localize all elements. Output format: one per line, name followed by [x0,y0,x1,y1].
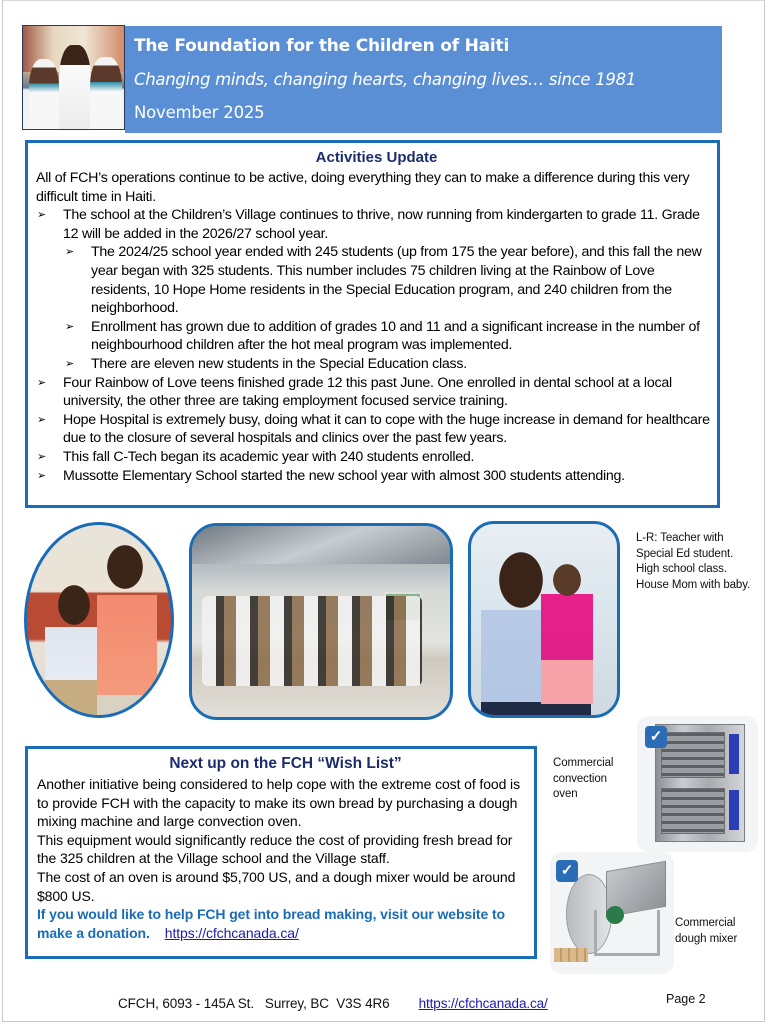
bullet-text: The 2024/25 school year ended with 245 students (up from 175 the year before), and this fall the new year began with 325 students. This number includes 75 children living at the Rainbow of Love residents, 10 Hope Home residents in the Special Education program, and 240 children from the neighborhood. [91,244,702,317]
bullet-text: Mussotte Elementary School started the new school year with almost 300 students attending. [63,467,625,484]
wish-list-box [25,746,537,959]
bullet-text: The school at the Children’s Village continues to thrive, now running from kindergarten to grade 11. Grade 12 will be added in the 2026/27 school year. [63,207,700,242]
checkmark-icon: ✓ [645,726,667,748]
mixer-caption: Commercial dough mixer [675,917,738,945]
activities-intro: All of FCH’s operations continue to be active, doing everything they can to make a difference during this very difficult time in Haiti. [36,170,690,205]
activities-bullet-item [36,448,717,467]
issue-date: November 2025 [134,103,265,122]
footer-website-link[interactable]: https://cfchcanada.ca/ [418,996,548,1011]
donation-call-to-action [37,905,534,943]
activities-bullet-item [36,355,717,374]
photo-high-school-class [189,523,453,720]
arrow-bullet-icon: ➢ [65,357,74,370]
arrow-bullet-icon: ➢ [37,450,46,463]
wishlist-paragraph: The cost of an oven is around $5,700 US, and a dough mixer would be around $800 US. [37,868,516,904]
photo-teacher-with-student [24,522,174,718]
oven-caption: Commercial convection oven [553,757,614,800]
activities-bullet-item [36,243,717,317]
arrow-bullet-icon: ➢ [37,413,46,426]
bullet-text: This fall C-Tech began its academic year with 240 students enrolled. [63,448,475,465]
wishlist-paragraph: This equipment would significantly reduce the cost of providing fresh bread for the 325 children at the Village school and the Village staff. [37,831,513,867]
activities-bullet-item [36,374,717,411]
convection-oven-image [637,716,758,852]
arrow-bullet-icon: ➢ [37,209,46,222]
activities-bullet-item [36,318,717,355]
arrow-bullet-icon: ➢ [37,376,46,389]
header-banner [125,26,722,133]
photos-caption: L-R: Teacher with Special Ed student. High school class. House Mom with baby. [636,532,751,591]
activities-bullet-item [36,206,717,243]
wishlist-paragraph: Another initiative being considered to help cope with the extreme cost of food is to provide FCH with the capacity to make its own bread by purchasing a dough mixing machine and large convection oven. [37,776,520,830]
activities-update-box [25,140,720,508]
activities-bullet-list [36,206,717,485]
org-tagline: Changing minds, changing hearts, changing lives… since 1981 [134,70,637,89]
bullet-text: Hope Hospital is extremely busy, doing what it can to cope with the huge increase in demand for healthcare due to the closure of several hospitals and clinics over the past few years. [63,411,710,447]
arrow-bullet-icon: ➢ [37,469,46,482]
footer-address: CFCH, 6093 - 145A St. Surrey, BC V3S 4R6 [118,996,390,1011]
footer [118,996,548,1011]
activities-bullet-item [36,467,717,486]
bullet-text: There are eleven new students in the Special Education class. [91,355,467,372]
arrow-bullet-icon: ➢ [65,320,74,333]
dough-mixer-image [550,852,674,974]
activities-heading: Activities Update [315,149,438,166]
activities-bullet-item [36,411,717,448]
photo-house-mom-with-baby [468,521,620,718]
checkmark-icon: ✓ [556,860,578,882]
donation-link[interactable]: https://cfchcanada.ca/ [164,925,299,942]
bullet-text: Enrollment has grown due to addition of grades 10 and 11 and a significant increase in the number of neighbourhood children after the hot meal program was implemented. [91,318,700,354]
header-photo [22,25,125,130]
page-number: Page 2 [666,992,706,1006]
wishlist-heading: Next up on the FCH “Wish List” [169,755,402,772]
bullet-text: Four Rainbow of Love teens finished grade 12 this past June. One enrolled in dental school at a local university, the other three are taking employment focused service training. [63,374,672,410]
cta-text: If you would like to help FCH get into bread making, visit our website to make a donation. [37,906,505,942]
org-title: The Foundation for the Children of Haiti [134,36,510,56]
arrow-bullet-icon: ➢ [65,246,74,259]
